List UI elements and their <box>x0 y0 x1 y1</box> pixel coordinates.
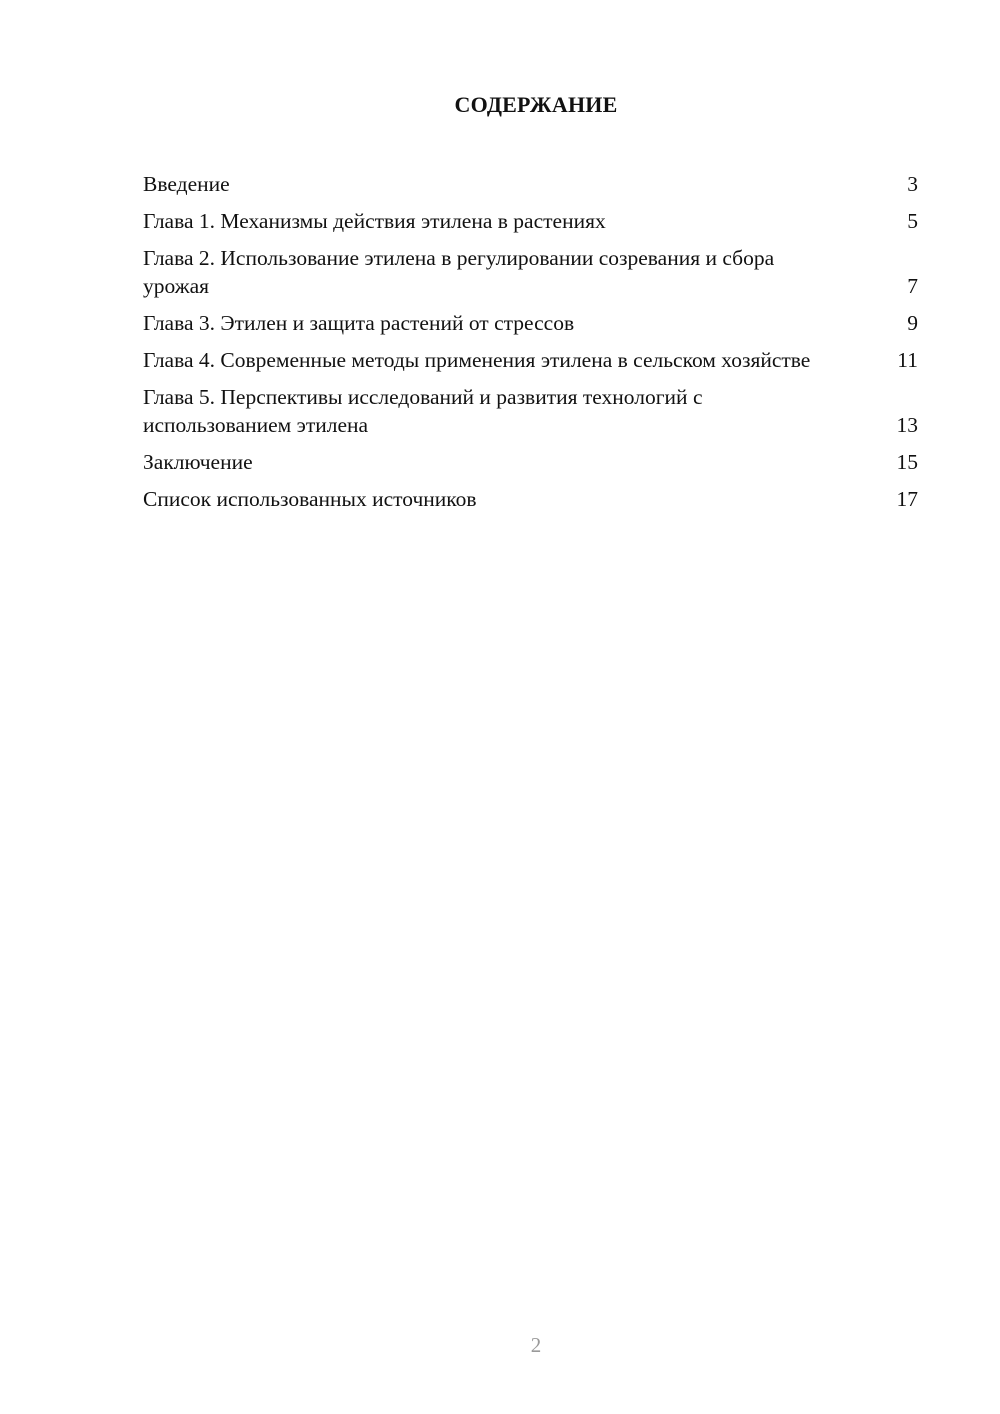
toc-item-chapter-2 <box>143 244 918 300</box>
toc-item-label: Глава 3. Этилен и защита растений от стрессов <box>143 311 575 335</box>
table-of-contents <box>143 170 918 522</box>
toc-item-page: 17 <box>896 487 918 511</box>
toc-item-conclusion <box>143 448 918 476</box>
toc-item-page: 5 <box>907 209 918 233</box>
toc-item-label: Глава 2. Использование этилена в регулировании созревания и сбора урожая <box>143 246 775 298</box>
toc-item-chapter-3 <box>143 309 918 337</box>
toc-item-page: 7 <box>907 274 918 298</box>
toc-item-label: Заключение <box>143 450 253 474</box>
toc-item-references <box>143 485 918 513</box>
toc-item-label: Список использованных источников <box>143 487 477 511</box>
toc-item-page: 9 <box>907 311 918 335</box>
toc-item-chapter-1 <box>143 207 918 235</box>
toc-item-page: 13 <box>896 413 918 437</box>
toc-item-chapter-4 <box>143 346 918 374</box>
toc-item-label: Глава 5. Перспективы исследований и развития технологий с использованием этилена <box>143 385 703 437</box>
toc-item-label: Глава 1. Механизмы действия этилена в растениях <box>143 209 606 233</box>
toc-item-introduction <box>143 170 918 198</box>
page-number: 2 <box>530 1333 542 1357</box>
toc-item-page: 11 <box>897 348 918 372</box>
toc-item-label: Введение <box>143 172 230 196</box>
toc-item-page: 15 <box>896 450 918 474</box>
toc-item-page: 3 <box>907 172 918 196</box>
page-title: СОДЕРЖАНИЕ <box>454 92 618 117</box>
toc-item-label: Глава 4. Современные методы применения этилена в сельском хозяйстве <box>143 348 811 372</box>
toc-item-chapter-5 <box>143 383 918 439</box>
